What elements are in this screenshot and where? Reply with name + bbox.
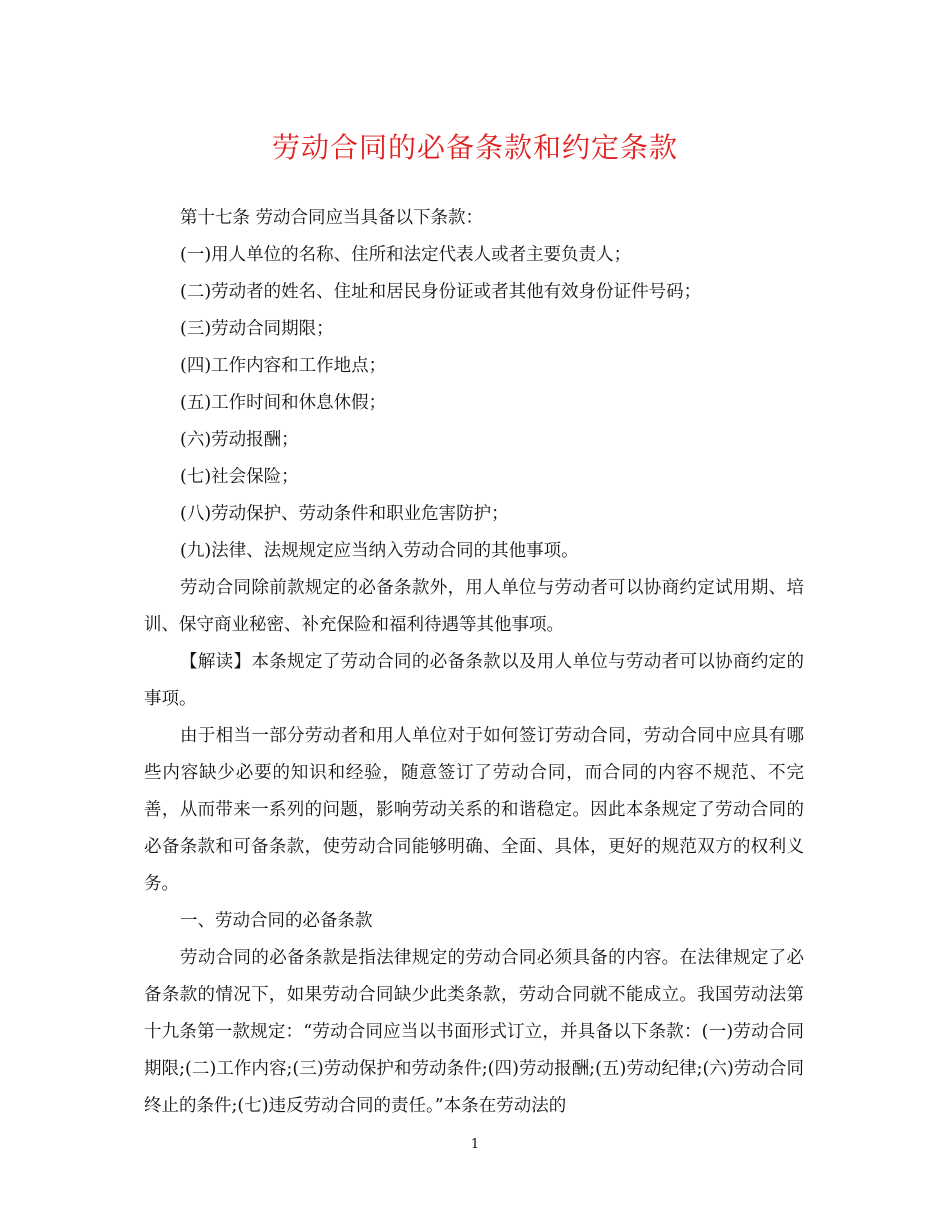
body-paragraph: 劳动合同的必备条款是指法律规定的劳动合同必须具备的内容。在法律规定了必备条款的情况下，如果劳动合同缺少此类条款，劳动合同就不能成立。我国劳动法第十九条第一款规定：“劳动合同应当以书面形式订立，并具备以下条款：(一)劳动合同期限;(二)工作内容;(三)劳动保护和劳动条件;(四)劳动报酬;(五)劳动纪律;(六)劳动合同终止的条件;(七)违反劳动合同的责任。”本条在劳动法的 bbox=[144, 948, 804, 1116]
clause-item: (六)劳动报酬； bbox=[180, 430, 299, 450]
clause-item: (八)劳动保护、劳动条件和职业危害防护； bbox=[180, 504, 509, 524]
clause-item: (一)用人单位的名称、住所和法定代表人或者主要负责人； bbox=[180, 245, 632, 265]
clause-item: (九)法律、法规规定应当纳入劳动合同的其他事项。 bbox=[180, 541, 579, 561]
clause-item: (二)劳动者的姓名、住址和居民身份证或者其他有效身份证件号码； bbox=[180, 282, 702, 302]
clause-item: (五)工作时间和休息休假； bbox=[180, 393, 387, 413]
clause-item: (四)工作内容和工作地点； bbox=[180, 356, 387, 376]
article-heading: 第十七条 劳动合同应当具备以下条款： bbox=[180, 208, 484, 228]
page-number: 1 bbox=[470, 1137, 480, 1152]
interpretation-paragraph: 【解读】本条规定了劳动合同的必备条款以及用人单位与劳动者可以协商约定的事项。 bbox=[144, 652, 804, 709]
clause-item: (七)社会保险； bbox=[180, 467, 299, 487]
body-paragraph: 劳动合同除前款规定的必备条款外，用人单位与劳动者可以协商约定试用期、培训、保守商业秘密、补充保险和福利待遇等其他事项。 bbox=[144, 578, 804, 635]
clause-item: (三)劳动合同期限； bbox=[180, 319, 334, 339]
document-body bbox=[144, 200, 804, 1125]
body-paragraph: 由于相当一部分劳动者和用人单位对于如何签订劳动合同，劳动合同中应具有哪些内容缺少必要的知识和经验，随意签订了劳动合同，而合同的内容不规范、不完善，从而带来一系列的问题，影响劳动关系的和谐稳定。因此本条规定了劳动合同的必备条款和可备条款，使劳动合同能够明确、全面、具体，更好的规范双方的权利义务。 bbox=[144, 726, 804, 894]
section-heading: 一、劳动合同的必备条款 bbox=[180, 911, 373, 931]
document-title: 劳动合同的必备条款和约定条款 bbox=[271, 131, 678, 164]
